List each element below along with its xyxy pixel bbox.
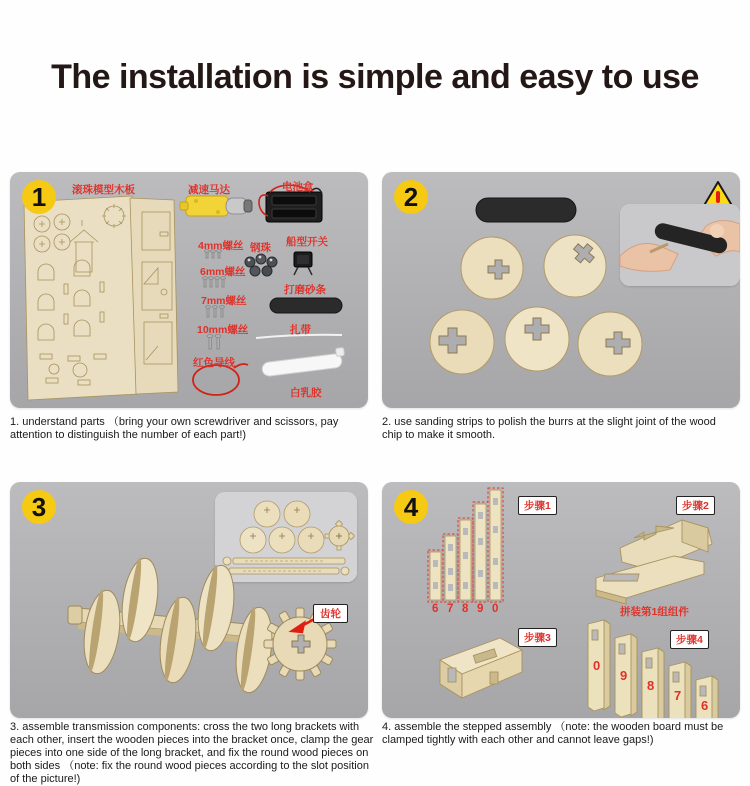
step-4-number: 4 xyxy=(403,491,419,522)
pillar-number-0: 0 xyxy=(593,658,601,673)
pillar-number-9: 9 xyxy=(620,668,628,683)
pillar-number-8: 8 xyxy=(647,678,655,693)
label-screw6: 6mm螺丝 xyxy=(200,266,246,278)
label-screw7: 7mm螺丝 xyxy=(201,295,247,307)
step2-tag: 步骤2 xyxy=(676,496,715,515)
step4-tag: 步骤4 xyxy=(670,630,709,649)
step-panel-4 xyxy=(382,482,740,718)
pillar-number-6: 6 xyxy=(701,698,709,713)
step2-pieces-graphic xyxy=(596,520,712,604)
bar-number-8: 8 xyxy=(462,603,469,615)
sanding-strip-graphic xyxy=(476,198,576,222)
step3-block-graphic xyxy=(440,638,522,698)
step-3-badge xyxy=(22,490,56,524)
steel-balls-graphic xyxy=(245,254,277,276)
step-2-number: 2 xyxy=(403,181,419,212)
label-steel-ball: 钢珠 xyxy=(250,242,271,254)
step-4-badge xyxy=(394,490,428,524)
bar-number-6: 6 xyxy=(432,603,439,615)
bar-number-9: 9 xyxy=(477,603,484,615)
motor-graphic xyxy=(180,196,252,216)
step1-bars-graphic xyxy=(428,488,503,602)
label-cable-tie: 扎带 xyxy=(290,324,311,336)
label-screw4: 4mm螺丝 xyxy=(198,240,244,252)
bar-number-7: 7 xyxy=(447,603,454,615)
page-title: The installation is simple and easy to use xyxy=(51,58,699,96)
step-panel-2 xyxy=(382,172,740,408)
step-panel-1 xyxy=(10,172,368,408)
step-1-caption: 1. understand parts （bring your own screwdriver and scissors, pay attention to distinguish the number of each part!) xyxy=(10,416,339,441)
label-glue: 白乳胶 xyxy=(290,387,322,399)
step1-tag: 步骤1 xyxy=(518,496,557,515)
rocker-switch-graphic xyxy=(294,252,312,275)
pillar-number-7: 7 xyxy=(674,688,682,703)
step-3-caption: 3. assemble transmission components: cross the two long brackets with each other, insert the wooden pieces into the bracket once, clamp the gear pieces into one side of the long bracket, and fix the round wood pieces on both sides （note: fix the round wood pieces according to the slot position of the picture!) xyxy=(10,721,374,785)
gear-label: 齿轮 xyxy=(313,604,348,623)
sanding-inset-photo xyxy=(620,204,740,286)
label-battery: 电池盒 xyxy=(282,181,314,193)
label-sanding: 打磨砂条 xyxy=(284,284,326,296)
label-board: 滚珠模型木板 xyxy=(72,184,135,196)
step3-tag: 步骤3 xyxy=(518,628,557,647)
step-3-number: 3 xyxy=(31,491,47,522)
label-switch: 船型开关 xyxy=(286,236,328,248)
sanding-strip-graphic xyxy=(270,298,342,313)
step-1-badge xyxy=(22,180,56,214)
label-red-wire: 红色导线 xyxy=(193,357,235,369)
transmission-assembly-graphic xyxy=(10,482,368,718)
glue-tube-graphic xyxy=(261,348,344,377)
bar-number-0: 0 xyxy=(492,603,499,615)
group-note-label: 拼装第1组组件 xyxy=(620,606,689,618)
step-4-caption: 4. assemble the stepped assembly （note: the wooden board must be clamped tightly with each other and cannot leave gaps!) xyxy=(382,721,724,746)
step-1-number: 1 xyxy=(31,181,47,212)
wooden-board-graphic xyxy=(24,196,178,400)
step-panel-3 xyxy=(10,482,368,718)
wooden-discs-graphic xyxy=(430,235,642,376)
stepped-assembly-illustration xyxy=(382,482,740,718)
step-2-caption: 2. use sanding strips to polish the burrs at the slight joint of the wood chip to make it smooth. xyxy=(382,416,716,441)
step-2-badge xyxy=(394,180,428,214)
label-screw10: 10mm螺丝 xyxy=(197,324,249,336)
label-motor: 减速马达 xyxy=(188,184,230,196)
